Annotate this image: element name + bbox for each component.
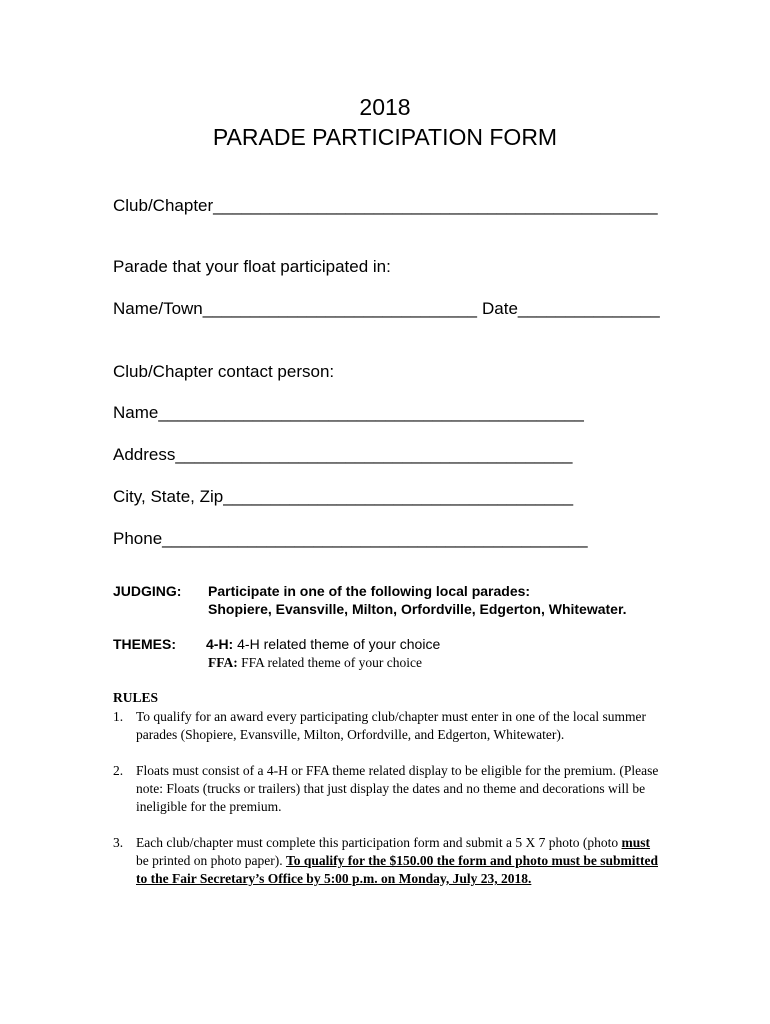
- rule-3-line-3: to the Fair Secretary’s Office by 5:00 p.m. on Monday, July 23, 2018.: [136, 871, 532, 886]
- contact-heading: Club/Chapter contact person:: [113, 362, 335, 381]
- themes-label: THEMES:: [113, 636, 176, 652]
- rule-1-line-1: To qualify for an award every participating club/chapter must enter in one of the local summer: [136, 709, 646, 724]
- rule-2-number: 2.: [113, 763, 124, 778]
- rules-heading: RULES: [113, 690, 159, 705]
- judging-line-1: Participate in one of the following local parades:: [208, 583, 531, 599]
- judging-label: JUDGING:: [113, 583, 182, 599]
- theme-4h-label: 4-H:: [206, 636, 234, 652]
- judging-line-2: Shopiere, Evansville, Milton, Orfordville, Edgerton, Whitewater.: [208, 601, 627, 617]
- theme-4h: [206, 636, 440, 652]
- rule-2-line-3: ineligible for the premium.: [136, 799, 282, 814]
- rule-3-line-2-text: be printed on photo paper).: [136, 853, 286, 868]
- parade-heading: Parade that your float participated in:: [113, 257, 391, 276]
- address-field: Address__________________________________________: [113, 445, 573, 464]
- form-title: PARADE PARTICIPATION FORM: [212, 124, 558, 150]
- form-year: 2018: [359, 94, 411, 120]
- rule-3-line-2: [136, 852, 658, 870]
- city-state-zip-field: City, State, Zip_____________________________________: [113, 487, 574, 506]
- rule-3-number: 3.: [113, 835, 124, 850]
- theme-ffa-label: FFA:: [208, 655, 238, 670]
- contact-name-field: Name_____________________________________________: [113, 403, 584, 422]
- phone-field: Phone_____________________________________________: [113, 529, 588, 548]
- rule-3-deadline-emphasis: To qualify for the $150.00 the form and photo must be submitted: [285, 853, 659, 868]
- rule-3-must-emphasis: must: [621, 835, 651, 850]
- rule-2-line-2: note: Floats (trucks or trailers) that just display the dates and no theme and decorations will be: [136, 781, 646, 796]
- date-field: Date_______________: [482, 299, 660, 318]
- theme-ffa: [208, 655, 422, 671]
- rule-2-line-1: Floats must consist of a 4-H or FFA theme related display to be eligible for the premium. (Please: [136, 763, 659, 778]
- theme-4h-text: 4-H related theme of your choice: [233, 636, 441, 652]
- rule-3-line-1: [136, 834, 650, 852]
- rule-3-line-1-text: Each club/chapter must complete this participation form and submit a 5 X 7 photo (photo: [136, 835, 622, 850]
- rule-1-number: 1.: [113, 709, 124, 724]
- name-town-field: Name/Town_____________________________: [113, 299, 477, 318]
- club-chapter-field: Club/Chapter_______________________________________________: [113, 196, 658, 215]
- rule-1-line-2: parades (Shopiere, Evansville, Milton, Orfordville, and Edgerton, Whitewater).: [136, 727, 565, 742]
- theme-ffa-text: FFA related theme of your choice: [237, 655, 422, 670]
